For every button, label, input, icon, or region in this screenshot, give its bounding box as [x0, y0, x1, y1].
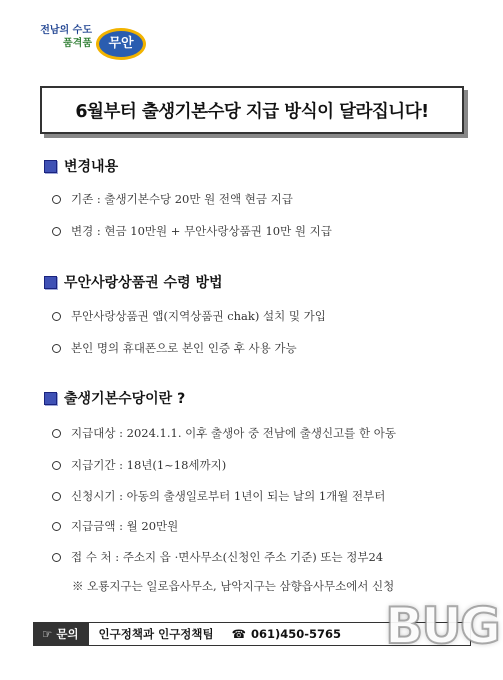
circle-bullet-icon — [52, 461, 61, 470]
note-text: ※ 오룡지구는 일로읍사무소, 남악지구는 삼향읍사무소에서 신청 — [72, 579, 395, 593]
list-item-text: 접 수 처 : 주소지 읍 ·면사무소(신청인 주소 기준) 또는 정부24 — [71, 550, 384, 564]
watermark-logo: BUG — [385, 597, 499, 655]
page-title: 6월부터 출생기본수당 지급 방식이 달라집니다! — [40, 86, 464, 134]
section-heading-text: 출생기본수당이란 ? — [64, 391, 186, 407]
circle-bullet-icon — [52, 195, 61, 204]
list-item — [52, 425, 396, 441]
square-bullet-icon — [44, 276, 57, 289]
phone-icon: ☎ — [231, 627, 246, 641]
contact-department: 인구정책과 인구정책팀 — [98, 627, 214, 641]
list-item — [52, 549, 383, 565]
list-item-text: 지급금액 : 월 20만원 — [71, 519, 179, 533]
list-item-text: 무안사랑상품권 앱(지역상품권 chak) 설치 및 가입 — [71, 309, 326, 323]
list-item-text: 신청시기 : 아동의 출생일로부터 1년이 되는 날의 1개월 전부터 — [71, 489, 386, 503]
circle-bullet-icon — [52, 312, 61, 321]
square-bullet-icon — [44, 392, 57, 405]
circle-bullet-icon — [52, 429, 61, 438]
city-logo — [34, 22, 146, 66]
list-item-text: 기존 : 출생기본수당 20만 원 전액 현금 지급 — [71, 192, 293, 206]
section-heading-text: 무안사랑상품권 수령 방법 — [64, 275, 223, 291]
logo-slogan-line1: 전남의 수도 — [40, 25, 92, 36]
list-item-text: 지급대상 : 2024.1.1. 이후 출생아 중 전남에 출생신고를 한 아동 — [71, 426, 396, 440]
list-item — [52, 191, 293, 207]
logo-badge: 무안 — [96, 28, 146, 60]
contact-label: ☞ 문의 — [34, 623, 89, 645]
contact-phone — [232, 627, 341, 641]
section-heading-text: 변경내용 — [64, 159, 119, 175]
list-item — [52, 488, 385, 504]
section-heading-voucher — [44, 272, 223, 292]
circle-bullet-icon — [52, 227, 61, 236]
phone-number: 061)450-5765 — [250, 627, 341, 641]
square-bullet-icon — [44, 160, 57, 173]
list-item — [52, 223, 332, 239]
list-item-text: 변경 : 현금 10만원 + 무안사랑상품권 10만 원 지급 — [71, 224, 332, 238]
list-item — [52, 308, 326, 324]
list-item-text: 지급기간 : 18년(1~18세까지) — [71, 458, 227, 472]
circle-bullet-icon — [52, 553, 61, 562]
section-heading-changes — [44, 156, 118, 176]
list-item — [52, 457, 226, 473]
section-heading-about — [44, 388, 185, 408]
circle-bullet-icon — [52, 344, 61, 353]
list-item-text: 본인 명의 휴대폰으로 본인 인증 후 사용 가능 — [71, 341, 297, 355]
list-item — [52, 518, 178, 534]
list-item — [52, 340, 297, 356]
logo-slogan-line2: 품격품 — [63, 38, 92, 49]
logo-slogan — [34, 24, 92, 50]
circle-bullet-icon — [52, 522, 61, 531]
circle-bullet-icon — [52, 492, 61, 501]
